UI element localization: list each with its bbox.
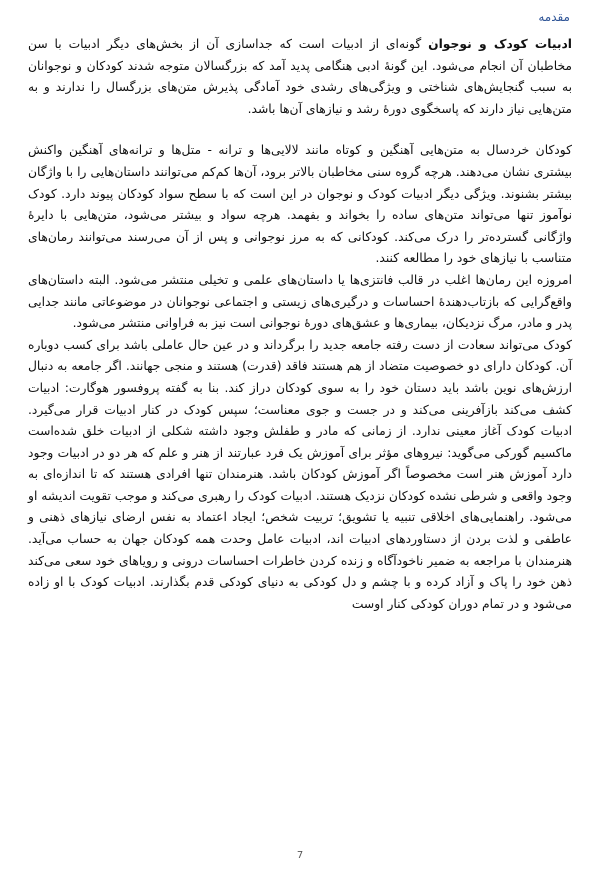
- paragraph-intro: [28, 34, 572, 120]
- section-heading: مقدمه: [538, 10, 570, 24]
- paragraph-child-role: کودک می‌تواند سعادت از دست رفته جامعه جدید را برگرداند و در عین حال عاملی باشد برای کسب دوباره آن. کودکان دارای دو خصوصیت متضاد از هم هستند فاقد (قدرت) هستند و منجی جهانند. اگر جامعه به دنبال ارزش‌های نوین باشد باید دستان خود را به سوی کودکان دراز کند. بنا به گفته پروفسور هوگارت: ادبیات کشف می‌کند بازآفرینی می‌کند و در جست و جوی معناست؛ سپس کودک در کنار ادبیات قرار می‌گیرد. ادبیات کودک آغاز معینی ندارد. از زمانی که مادر و طفلش وجود داشته شکلی از ادبیات خلق شده‌است ماکسیم گورکی می‌گوید: نیروهای مؤثر برای آموزش یک فرد عبارتند از هنر و علم که هر دو در ادبیات وجود دارد آموزش هنر است مخصوصاً اگر آموزش کودکان باشد. هنرمندان تنها افرادی هستند که تا اندازه‌ای به وجود واقعی و شرطی نشده کودکان نزدیک هستند. ادبیات کودک را رهبری می‌کند و موجب تقویت اندیشه او می‌شود. راهنمایی‌های اخلاقی تنبیه یا تشویق؛ تربیت شخص؛ ایجاد اعتماد به نفس ارضای نیازهای ذهنی و عاطفی و لذت بردن از دستاوردهای ادبیات اند، ادبیات عامل وحدت همه کودکان جهان به حساب می‌آید. هنرمندان با مراجعه به ضمیر ناخودآگاه و زنده کردن خاطرات احساسات درونی و رویاهای خود سعی می‌کند ذهن خود را پاک و آزاد کرده و با چشم و دل کودکی به دنیای کودکی قدم بگذارند. ادبیات کودک با او زاده می‌شود و در تمام دوران کودکی کنار اوست: [28, 337, 572, 611]
- page-number: 7: [296, 850, 304, 861]
- paragraph-novels: امروزه این رمان‌ها اغلب در قالب فانتزی‌ها یا داستان‌های علمی و تخیلی منتشر می‌شود. البته داستان‌های واقع‌گرایی که بازتاب‌دهندهٔ احساسات و درگیری‌های زیستی و اجتماعی نوجوانان در موضوعاتی مانند جدایی پدر و مادر، مرگ نزدیکان، بیماری‌ها و عشق‌های دورهٔ نوجوانی است نیز به فراوانی منتشر می‌شود.: [28, 272, 572, 331]
- term-children-literature: ادبیات کودک و نوجوان: [428, 37, 573, 51]
- body-text: [28, 34, 572, 615]
- paragraph-young-children: کودکان خردسال به متن‌هایی آهنگین و کوتاه مانند لالایی‌ها و ترانه - متل‌ها و ترانه‌های آهنگین واکنش بیشتری نشان می‌دهند. هرچه گروه سنی مخاطبان بالاتر برود، آن‌ها کم‌کم می‌توانند داستان‌هایی را با واژگان بیشتر بشنوند. ویژگی دیگر ادبیات کودک و نوجوان در این است که با سطح سواد کودکان پیوند دارد. کودک نوآموز تنها می‌تواند متن‌های ساده را بخواند و بفهمد. هرچه سواد و بیشتر می‌شود، متن‌هایی با دایرهٔ واژگانی گسترده‌تر را درک می‌کند. کودکانی که به مرز نوجوانی و پس از آن می‌رسند می‌توانند رمان‌های متناسب با نیازهای خود را مطالعه کنند.: [28, 143, 572, 266]
- paragraph-intro-text: گونه‌ای از ادبیات است که جداسازی آن از بخش‌های دیگر ادبیات با سن مخاطبان آن انجام می‌شود. این گونهٔ ادبی هنگامی پدید آمد که بزرگسالان متوجه شدند کودکان و نوجوانان به سبب گنجایش‌های شناختی و ویژگی‌های رشدی خود آمادگی پذیرش متن‌های بزرگسال را ندارند و به متن‌هایی نیاز دارند که پاسخگوی دورهٔ رشد و نیازهای آن‌ها باشد.: [28, 37, 572, 116]
